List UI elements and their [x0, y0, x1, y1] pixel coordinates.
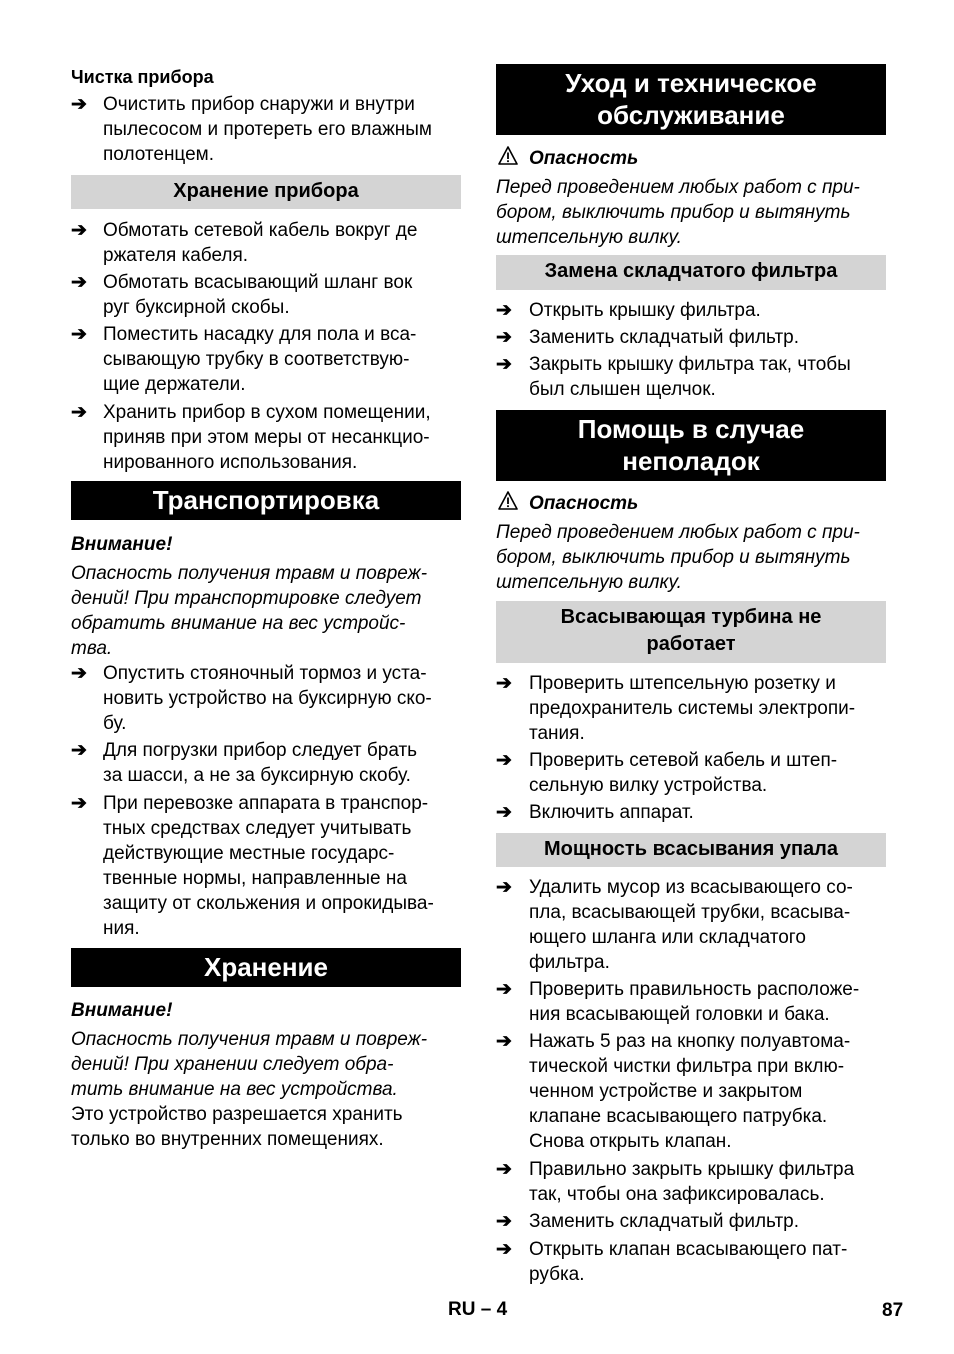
arrow-right-icon: ➔	[71, 324, 87, 345]
arrow-right-icon: ➔	[71, 220, 87, 241]
arrow-right-icon: ➔	[496, 300, 512, 321]
transport-heading: Транспортировка	[71, 481, 461, 520]
arrow-right-icon: ➔	[496, 327, 512, 348]
arrow-right-icon: ➔	[496, 802, 512, 823]
arrow-right-icon: ➔	[71, 663, 87, 684]
warning-triangle-icon	[498, 491, 518, 510]
help-heading: Помощь в случае неполадок	[496, 410, 886, 481]
help-danger-label: Опасность	[529, 493, 639, 514]
storage-device-heading: Хранение прибора	[71, 175, 461, 209]
storage-attention: Внимание!	[71, 1000, 173, 1021]
arrow-right-icon: ➔	[496, 1031, 512, 1052]
arrow-right-icon: ➔	[496, 673, 512, 694]
footer-section-label: RU – 4	[448, 1299, 508, 1320]
page-number: 87	[882, 1300, 904, 1321]
filter-heading: Замена складчатого фильтра	[496, 255, 886, 290]
care-danger-label: Опасность	[529, 148, 639, 169]
storage-heading: Хранение	[71, 948, 461, 987]
arrow-right-icon: ➔	[496, 979, 512, 1000]
arrow-right-icon: ➔	[71, 402, 87, 423]
arrow-right-icon: ➔	[496, 354, 512, 375]
arrow-right-icon: ➔	[496, 1211, 512, 1232]
arrow-right-icon: ➔	[71, 793, 87, 814]
arrow-right-icon: ➔	[71, 94, 87, 115]
arrow-right-icon: ➔	[496, 1239, 512, 1260]
arrow-right-icon: ➔	[71, 740, 87, 761]
warning-triangle-icon	[498, 146, 518, 165]
arrow-right-icon: ➔	[71, 272, 87, 293]
transport-attention: Внимание!	[71, 534, 173, 555]
turbine-heading: Всасывающая турбина не работает	[496, 601, 886, 663]
arrow-right-icon: ➔	[496, 1159, 512, 1180]
care-heading: Уход и техническое обслуживание	[496, 64, 886, 135]
power-heading: Мощность всасывания упала	[496, 833, 886, 867]
arrow-right-icon: ➔	[496, 750, 512, 771]
clean-heading: Чистка прибора	[71, 67, 214, 87]
arrow-right-icon: ➔	[496, 877, 512, 898]
